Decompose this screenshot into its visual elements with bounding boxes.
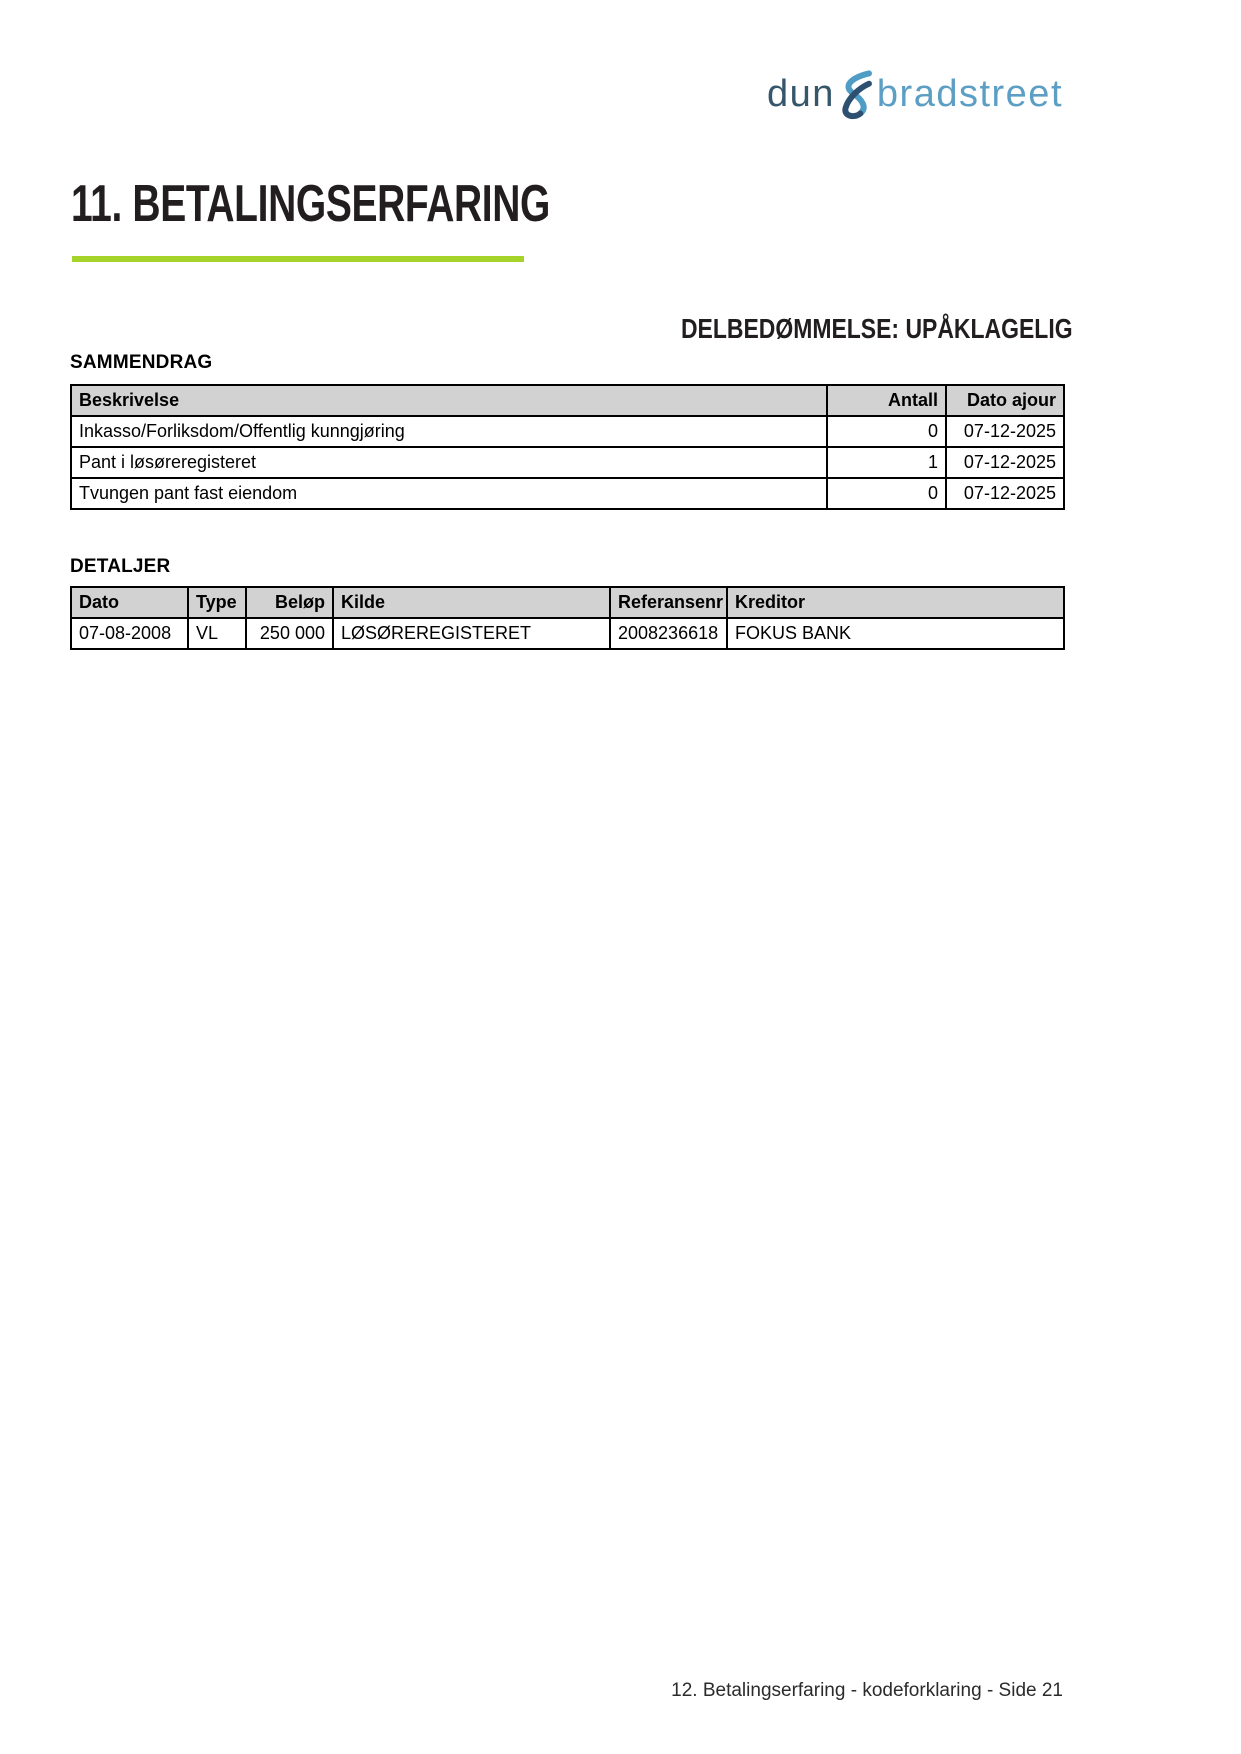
details-col-dato: Dato — [71, 587, 188, 618]
ampersand-icon — [836, 68, 876, 120]
details-header-row — [71, 587, 1064, 618]
cell-antall: 0 — [827, 478, 946, 509]
page-title: 11. BETALINGSERFARING — [71, 175, 550, 233]
cell-belop: 250 000 — [246, 618, 333, 649]
cell-dato: 07-08-2008 — [71, 618, 188, 649]
cell-antall: 1 — [827, 447, 946, 478]
details-col-kilde: Kilde — [333, 587, 610, 618]
table-row — [71, 478, 1064, 509]
summary-section-label: SAMMENDRAG — [70, 352, 213, 373]
table-row — [71, 416, 1064, 447]
summary-col-dato-ajour: Dato ajour — [946, 385, 1064, 416]
cell-kilde: LØSØREREGISTERET — [333, 618, 610, 649]
cell-kreditor: FOKUS BANK — [727, 618, 1064, 649]
details-col-type: Type — [188, 587, 246, 618]
details-col-referansenr: Referansenr — [610, 587, 727, 618]
details-col-belop: Beløp — [246, 587, 333, 618]
cell-antall: 0 — [827, 416, 946, 447]
cell-dato-ajour: 07-12-2025 — [946, 447, 1064, 478]
cell-beskrivelse: Pant i løsøreregisteret — [71, 447, 827, 478]
table-row — [71, 447, 1064, 478]
summary-header-row — [71, 385, 1064, 416]
cell-dato-ajour: 07-12-2025 — [946, 416, 1064, 447]
dun-bradstreet-logo — [767, 68, 1063, 120]
sub-assessment-heading: DELBEDØMMELSE: UPÅKLAGELIG — [681, 313, 1073, 344]
table-row — [71, 618, 1064, 649]
summary-col-antall: Antall — [827, 385, 946, 416]
summary-col-beskrivelse: Beskrivelse — [71, 385, 827, 416]
details-table — [70, 586, 1065, 650]
details-col-kreditor: Kreditor — [727, 587, 1064, 618]
page-footer: 12. Betalingserfaring - kodeforklaring - Side 21 — [671, 1680, 1063, 1701]
details-section-label: DETALJER — [70, 556, 171, 577]
cell-beskrivelse: Tvungen pant fast eiendom — [71, 478, 827, 509]
cell-dato-ajour: 07-12-2025 — [946, 478, 1064, 509]
logo-text-bradstreet: bradstreet — [876, 72, 1063, 115]
summary-table — [70, 384, 1065, 510]
cell-type: VL — [188, 618, 246, 649]
title-accent-bar — [72, 256, 524, 262]
cell-referansenr: 2008236618 — [610, 618, 727, 649]
cell-beskrivelse: Inkasso/Forliksdom/Offentlig kunngjøring — [71, 416, 827, 447]
logo-text-dun: dun — [767, 72, 835, 115]
